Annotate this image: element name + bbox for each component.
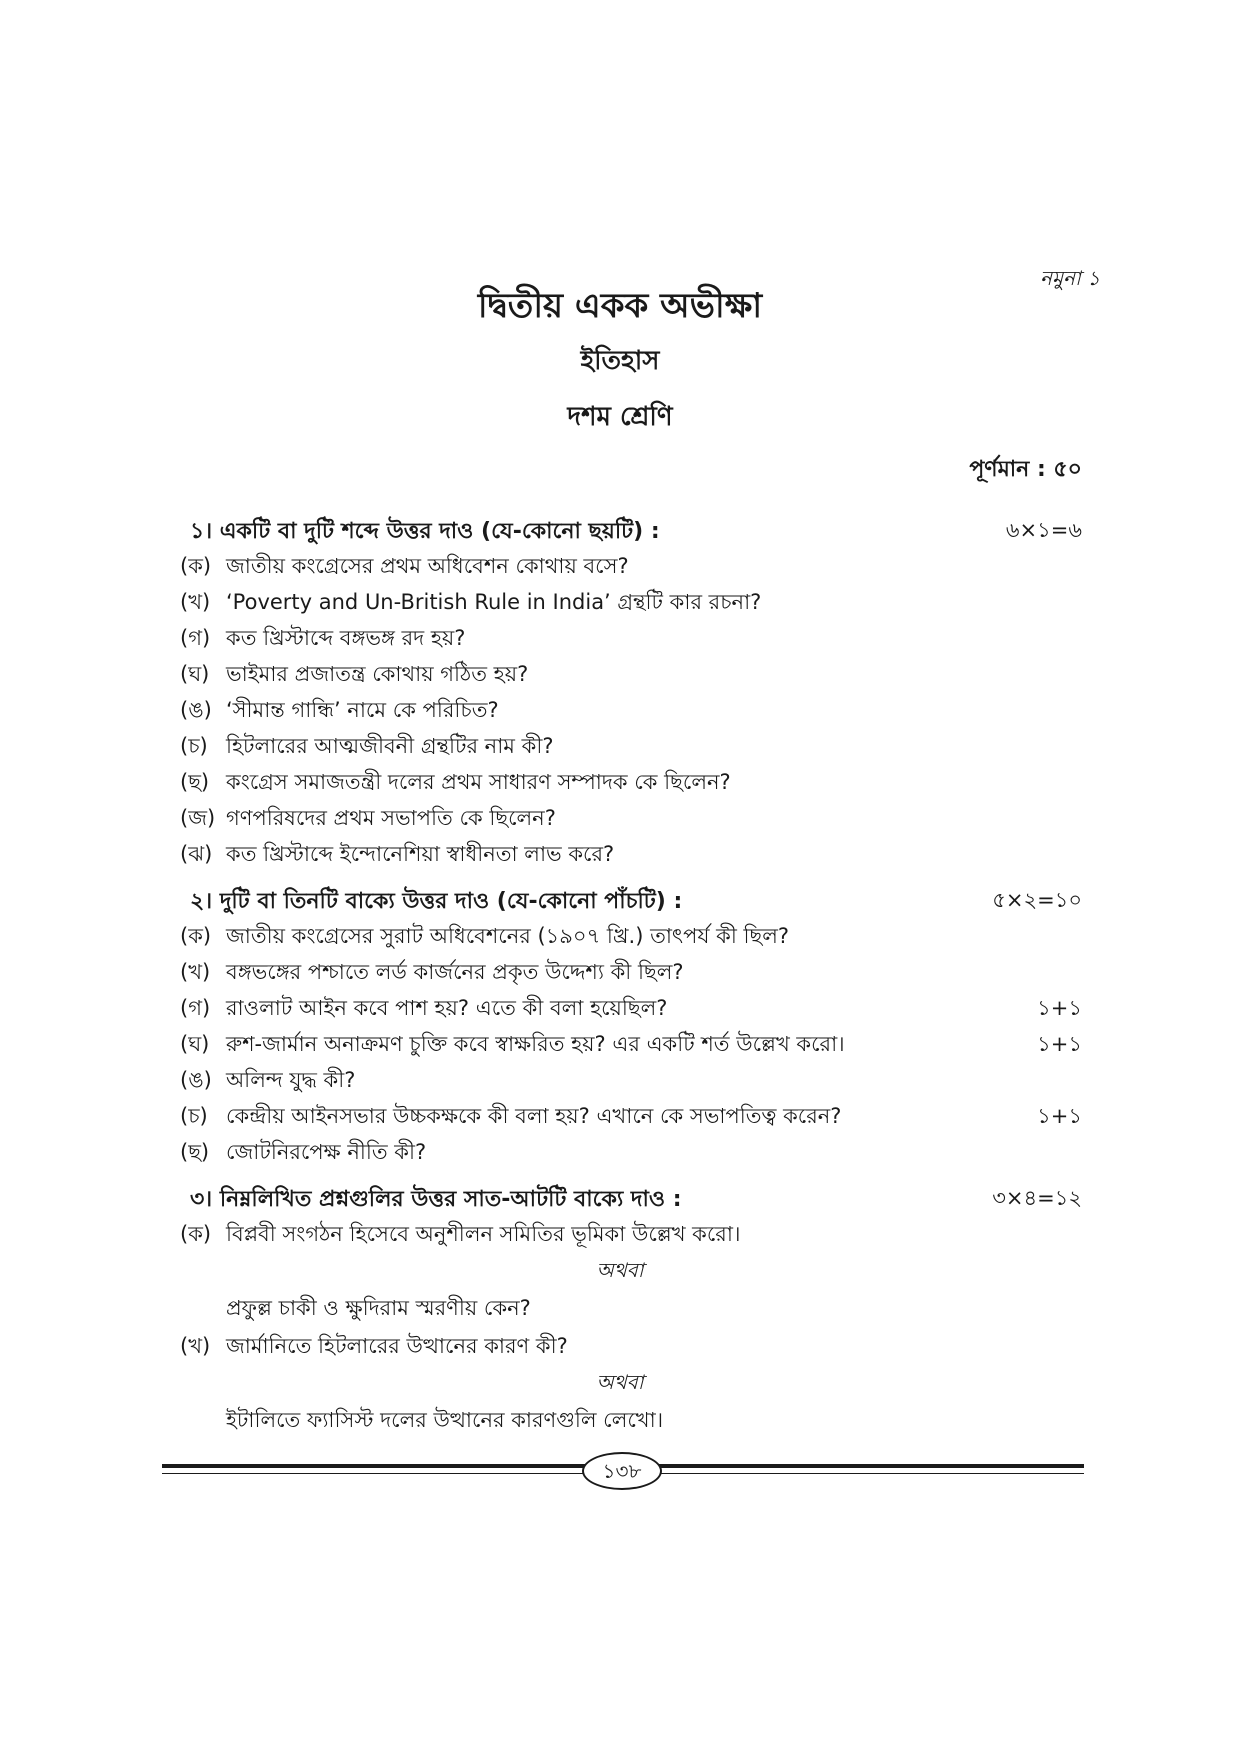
exam-title: দ্বিতীয় একক অভীক্ষা bbox=[477, 286, 763, 326]
question-label: (খ) bbox=[180, 960, 211, 984]
question-marks: ১+১ bbox=[1037, 1104, 1082, 1128]
question-marks: ১+১ bbox=[1037, 996, 1082, 1020]
question-text: কংগ্রেস সমাজতন্ত্রী দলের প্রথম সাধারণ সম্পাদক কে ছিলেন? bbox=[226, 770, 731, 794]
question-label: (ঙ) bbox=[180, 1068, 212, 1092]
question-text: কত খ্রিস্টাব্দে বঙ্গভঙ্গ রদ হয়? bbox=[226, 626, 466, 650]
question-label: (ঘ) bbox=[180, 662, 210, 686]
question-text: রুশ-জার্মান অনাক্রমণ চুক্তি কবে স্বাক্ষরিত হয়? এর একটি শর্ত উল্লেখ করো। bbox=[226, 1032, 845, 1056]
question-label: (ঘ) bbox=[180, 1032, 210, 1056]
section-2-heading: ২। দুটি বা তিনটি বাক্যে উত্তর দাও (যে-কোনো পাঁচটি) : bbox=[190, 889, 683, 914]
question-row bbox=[180, 1330, 1082, 1365]
section-1-heading: ১। একটি বা দুটি শব্দে উত্তর দাও (যে-কোনো ছয়টি) : bbox=[190, 519, 660, 544]
question-text: বঙ্গভঙ্গের পশ্চাতে লর্ড কার্জনের প্রকৃত উদ্দেশ্য কী ছিল? bbox=[226, 960, 684, 984]
question-label: (ঝ) bbox=[180, 842, 213, 866]
question-row bbox=[180, 694, 1082, 729]
question-label: (ক) bbox=[180, 924, 212, 948]
question-text: বিপ্লবী সংগঠন হিসেবে অনুশীলন সমিতির ভূমিকা উল্লেখ করো। bbox=[226, 1222, 741, 1246]
section-3-heading: ৩। নিম্নলিখিত প্রশ্নগুলির উত্তর সাত-আটটি বাক্যে দাও : bbox=[190, 1187, 682, 1212]
question-row bbox=[180, 992, 1082, 1027]
question-label: (জ) bbox=[180, 806, 216, 830]
question-text: ‘Poverty and Un-British Rule in India’ গ্রন্থটি কার রচনা? bbox=[226, 590, 762, 614]
question-text: রাওলাট আইন কবে পাশ হয়? এতে কী বলা হয়েছিল? bbox=[226, 996, 668, 1020]
subject-heading: ইতিহাস bbox=[580, 346, 660, 376]
question-text: জাতীয় কংগ্রেসের সুরাট অধিবেশনের (১৯০৭ খ্রি.) তাৎপর্য কী ছিল? bbox=[226, 924, 790, 948]
question-label: (ছ) bbox=[180, 1140, 210, 1164]
question-label: (খ) bbox=[180, 1334, 211, 1358]
question-text: জাতীয় কংগ্রেসের প্রথম অধিবেশন কোথায় বসে? bbox=[226, 554, 629, 578]
question-row bbox=[180, 802, 1082, 837]
question-text: কত খ্রিস্টাব্দে ইন্দোনেশিয়া স্বাধীনতা লাভ করে? bbox=[226, 842, 615, 866]
sample-label: নমুনা ১ bbox=[1040, 266, 1101, 290]
question-label: (ক) bbox=[180, 1222, 212, 1246]
question-text: হিটলারের আত্মজীবনী গ্রন্থটির নাম কী? bbox=[226, 734, 554, 758]
question-text: গণপরিষদের প্রথম সভাপতি কে ছিলেন? bbox=[226, 806, 556, 830]
question-row bbox=[180, 1028, 1082, 1063]
section-1-marks: ৬×১=৬ bbox=[1005, 518, 1082, 542]
question-text: জোটনিরপেক্ষ নীতি কী? bbox=[226, 1140, 427, 1164]
full-marks: পূর্ণমান : ৫০ bbox=[969, 457, 1082, 482]
question-row bbox=[180, 1218, 1082, 1253]
or-divider: অথবা bbox=[596, 1258, 644, 1282]
section-2-marks: ৫×২=১০ bbox=[992, 888, 1082, 912]
question-row bbox=[180, 1064, 1082, 1099]
page-number: ১৩৮ bbox=[582, 1452, 662, 1490]
question-row bbox=[180, 550, 1082, 585]
question-row bbox=[180, 730, 1082, 765]
or-divider: অথবা bbox=[596, 1370, 644, 1394]
question-label: (খ) bbox=[180, 590, 211, 614]
question-text: জার্মানিতে হিটলারের উত্থানের কারণ কী? bbox=[226, 1334, 568, 1358]
question-label: (ছ) bbox=[180, 770, 210, 794]
question-label: (চ) bbox=[180, 734, 208, 758]
question-text: ভাইমার প্রজাতন্ত্র কোথায় গঠিত হয়? bbox=[226, 662, 529, 686]
question-label: (চ) bbox=[180, 1104, 208, 1128]
question-text: ‘সীমান্ত গান্ধি’ নামে কে পরিচিত? bbox=[226, 698, 499, 722]
question-text: কেন্দ্রীয় আইনসভার উচ্চকক্ষকে কী বলা হয়? এখানে কে সভাপতিত্ব করেন? bbox=[226, 1104, 842, 1128]
question-row bbox=[180, 658, 1082, 693]
question-label: (ক) bbox=[180, 554, 212, 578]
question-row bbox=[180, 1136, 1082, 1171]
question-text: অলিন্দ যুদ্ধ কী? bbox=[226, 1068, 356, 1092]
question-row bbox=[180, 1100, 1082, 1135]
question-row bbox=[180, 920, 1082, 955]
question-label: (গ) bbox=[180, 996, 211, 1020]
question-row bbox=[180, 622, 1082, 657]
question-label: (গ) bbox=[180, 626, 211, 650]
question-row bbox=[180, 766, 1082, 801]
question-row bbox=[180, 586, 1082, 621]
alternative-question: ইটালিতে ফ্যাসিস্ট দলের উত্থানের কারণগুলি লেখো। bbox=[226, 1408, 664, 1432]
question-label: (ঙ) bbox=[180, 698, 212, 722]
alternative-question: প্রফুল্ল চাকী ও ক্ষুদিরাম স্মরণীয় কেন? bbox=[226, 1296, 531, 1320]
class-heading: দশম শ্রেণি bbox=[567, 402, 673, 432]
question-marks: ১+১ bbox=[1037, 1032, 1082, 1056]
section-3-marks: ৩×৪=১২ bbox=[992, 1186, 1082, 1210]
question-row bbox=[180, 956, 1082, 991]
question-row bbox=[180, 838, 1082, 873]
